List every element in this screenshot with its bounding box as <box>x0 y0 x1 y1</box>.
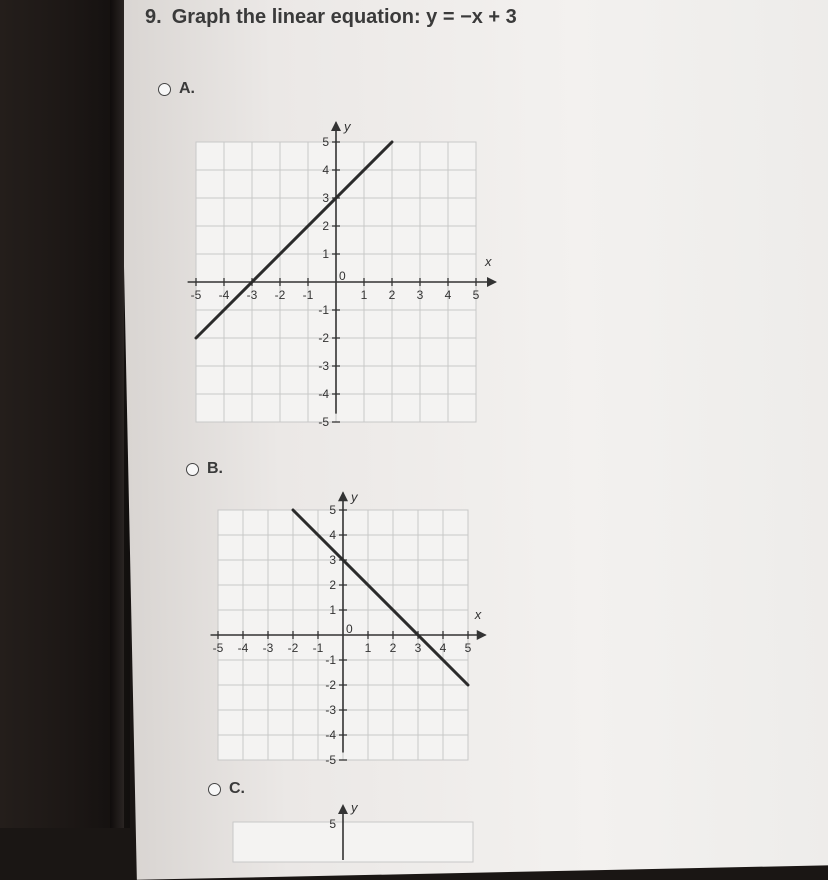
y-axis-arrow <box>331 121 341 131</box>
x-tick-label: -4 <box>218 288 230 302</box>
option-c-label: C. <box>229 780 245 797</box>
y-tick-label: 2 <box>322 219 329 233</box>
y-tick-label: -1 <box>325 653 336 667</box>
x-axis-label: x <box>485 254 492 269</box>
y-tick-label: 3 <box>322 191 329 205</box>
y-tick-label: -5 <box>325 753 336 767</box>
x-tick-label: -3 <box>246 288 258 302</box>
option-b-label: B. <box>207 460 223 477</box>
option-b-radio[interactable] <box>186 463 199 476</box>
y-tick-label: 5 <box>329 503 336 517</box>
x-tick-label: -3 <box>262 641 274 655</box>
y-tick-label: -3 <box>325 703 336 717</box>
x-tick-label: 3 <box>414 641 422 655</box>
y-axis-arrow <box>338 804 348 814</box>
x-tick-label: 5 <box>464 641 472 655</box>
option-b[interactable] <box>186 460 223 478</box>
graph-b-plot <box>195 485 515 785</box>
question-text: Graph the linear equation: y = −x + 3 <box>171 6 517 28</box>
graph-a-plot <box>188 102 518 452</box>
x-tick-label: -5 <box>212 641 224 655</box>
x-tick-label: -5 <box>190 288 202 302</box>
graph-b <box>195 485 515 785</box>
y-tick-label: 4 <box>329 528 336 542</box>
y-tick-label: -3 <box>318 359 329 373</box>
y-tick-label: 5 <box>322 135 329 149</box>
y-tick-label: -2 <box>325 678 336 692</box>
x-tick-label: -2 <box>287 641 299 655</box>
option-a-radio[interactable] <box>158 83 171 96</box>
y-tick-label: 1 <box>322 247 329 261</box>
x-tick-label: 3 <box>416 288 424 302</box>
y-tick-label: 2 <box>329 578 336 592</box>
question-number: 9. <box>145 6 162 28</box>
graph-c <box>225 800 485 840</box>
option-a-label: A. <box>179 80 195 97</box>
graph-a <box>188 102 518 452</box>
grid-background <box>233 822 473 862</box>
question-prompt <box>145 6 517 29</box>
y-axis-arrow <box>338 491 348 501</box>
screen-edge <box>110 0 124 828</box>
x-tick-label: 4 <box>439 641 447 655</box>
y-tick-label: 4 <box>322 163 329 177</box>
y-axis-label: y <box>351 489 358 505</box>
x-tick-label: -2 <box>274 288 286 302</box>
y-tick-label: 1 <box>329 603 336 617</box>
x-tick-label: -4 <box>237 641 249 655</box>
option-c-radio[interactable] <box>208 783 221 796</box>
x-axis-arrow <box>477 630 487 640</box>
y-tick-label: -2 <box>318 331 329 345</box>
y-tick-label: -4 <box>325 728 336 742</box>
x-tick-label: 2 <box>388 288 396 302</box>
x-tick-label: 2 <box>389 641 397 655</box>
graph-c-plot <box>225 800 485 840</box>
x-tick-label: 4 <box>444 288 452 302</box>
x-tick-label: 1 <box>360 288 368 302</box>
x-tick-label: -1 <box>302 288 314 302</box>
x-tick-label: 1 <box>364 641 372 655</box>
y-axis-label: y <box>351 800 358 815</box>
y-tick-label: 5 <box>329 817 336 831</box>
y-tick-label: -1 <box>318 303 329 317</box>
x-tick-label: -1 <box>312 641 324 655</box>
origin-label: 0 <box>346 622 353 636</box>
x-tick-label: 5 <box>472 288 480 302</box>
option-a[interactable] <box>158 80 195 98</box>
option-c[interactable] <box>208 780 245 798</box>
origin-label: 0 <box>339 269 346 283</box>
y-tick-label: -5 <box>318 415 329 429</box>
x-axis-arrow <box>487 277 497 287</box>
x-axis-label: x <box>474 607 482 622</box>
y-tick-label: -4 <box>318 387 329 401</box>
y-tick-label: 3 <box>329 553 336 567</box>
y-axis-label: y <box>344 119 351 134</box>
